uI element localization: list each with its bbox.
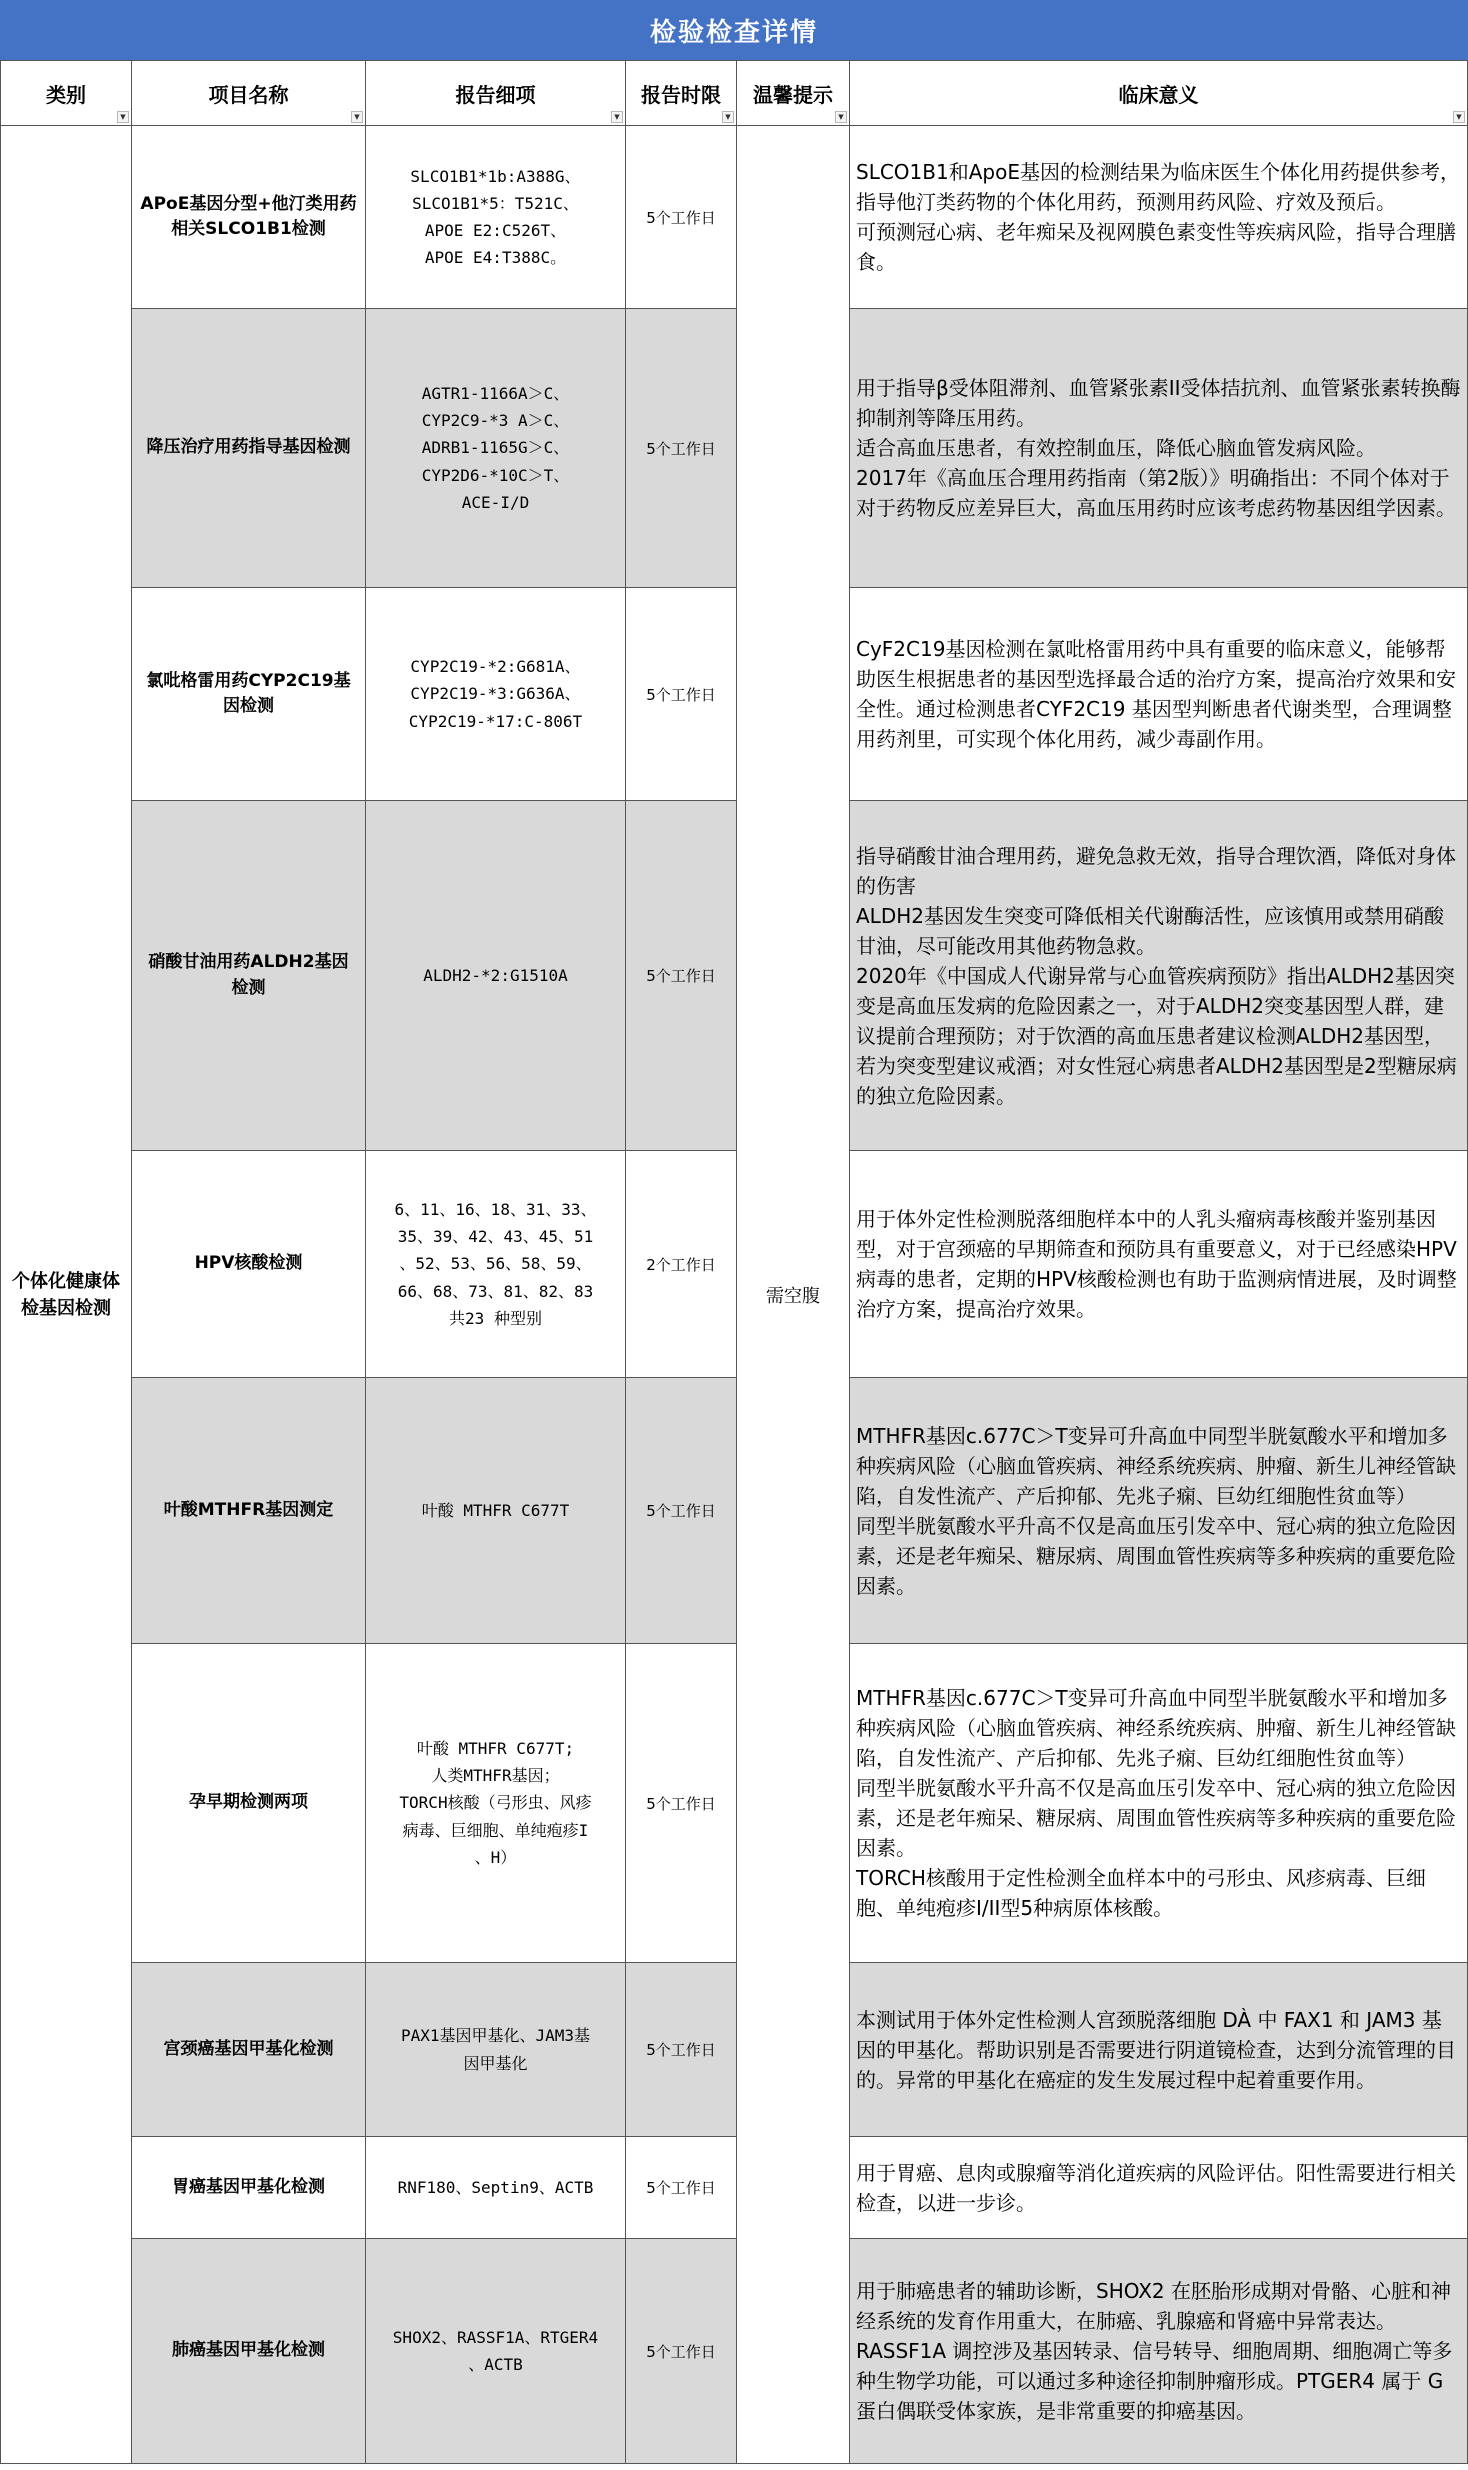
- item-name-cell: HPV核酸检测: [132, 1151, 366, 1378]
- detail-line: APOE E4:T388C。: [424, 248, 567, 268]
- detail-line: 人类MTHFR基因；: [431, 1766, 560, 1786]
- meaning-paragraph: MTHFR基因c.677C＞T变异可升高血中同型半胱氨酸水平和增加多种疾病风险（心脑血管疾病、神经系统疾病、肿瘤、新生儿神经管缺陷，自发性流产、产后抑郁、先兆子痫、巨幼红细胞性贫血等）: [856, 1686, 1456, 1770]
- meaning-paragraph: 用于体外定性检测脱落细胞样本中的人乳头瘤病毒核酸并鉴别基因型，对于宫颈癌的早期筛查和预防具有重要意义，对于已经感染HPV病毒的患者，定期的HPV核酸检测也有助于监测病情进展，及时调整治疗方案，提高治疗效果。: [856, 1207, 1457, 1321]
- meaning-paragraph: 2020年《中国成人代谢异常与心血管疾病预防》指出ALDH2基因突变是高血压发病的危险因素之一，对于ALDH2突变基因型人群，建议提前合理预防；对于饮酒的高血压患者建议检测ALDH2基因型，若为突变型建议戒酒；对女性冠心病患者ALDH2基因型是2型糖尿病的独立危险因素。: [856, 963, 1457, 1108]
- meaning-paragraph: 用于指导β受体阻滞剂、血管紧张素II受体拮抗剂、血管紧张素转换酶抑制剂等降压用药。: [856, 376, 1461, 430]
- meaning-cell: [850, 1644, 1468, 1963]
- meaning-paragraph: ALDH2基因发生突变可降低相关代谢酶活性，应该慎用或禁用硝酸甘油，尽可能改用其他药物急救。: [856, 903, 1444, 958]
- meaning-cell: [850, 801, 1468, 1151]
- table-row: [1, 801, 1468, 1151]
- header-row: [1, 61, 1468, 126]
- detail-cell: [366, 1151, 626, 1378]
- meaning-paragraph: 同型半胱氨酸水平升高不仅是高血压引发卒中、冠心病的独立危险因素，还是老年痴呆、糖尿病、周围血管性疾病等多种疾病的重要危险因素。: [856, 1776, 1456, 1860]
- col-header-item-name-label: 项目名称: [208, 82, 289, 107]
- filter-dropdown-icon[interactable]: ▼: [835, 111, 847, 123]
- detail-line: AGTR1-1166A＞C、: [421, 384, 570, 404]
- meaning-cell: [850, 1378, 1468, 1644]
- detail-line: 叶酸 MTHFR C677T;: [416, 1739, 575, 1759]
- time-cell: 5个工作日: [626, 1644, 737, 1963]
- col-header-meaning-label: 临床意义: [1118, 82, 1199, 107]
- detail-cell: [366, 1644, 626, 1963]
- exam-table: [0, 60, 1468, 2464]
- detail-line: 叶酸 MTHFR C677T: [421, 1500, 570, 1520]
- detail-line: ACE-I/D: [461, 492, 530, 512]
- col-header-category[interactable]: [1, 61, 132, 126]
- tip-cell: 需空腹: [737, 126, 850, 2464]
- table-row: [1, 2239, 1468, 2464]
- detail-cell: [366, 309, 626, 588]
- meaning-cell: [850, 588, 1468, 801]
- meaning-cell: [850, 309, 1468, 588]
- detail-line: PAX1基因甲基化、JAM3基: [400, 2026, 591, 2046]
- filter-dropdown-icon[interactable]: ▼: [1453, 111, 1465, 123]
- col-header-meaning[interactable]: [850, 61, 1468, 126]
- table-row: [1, 588, 1468, 801]
- category-cell: 个体化健康体检基因检测: [1, 126, 132, 2464]
- meaning-paragraph: 用于胃癌、息肉或腺瘤等消化道疾病的风险评估。阳性需要进行相关检查，以进一步诊。: [856, 2160, 1456, 2215]
- detail-cell: [366, 1963, 626, 2137]
- detail-line: 共23 种型别: [449, 1308, 542, 1328]
- detail-line: RNF180、Septin9、ACTB: [397, 2177, 594, 2197]
- detail-line: CYP2C19-*17:C-806T: [408, 711, 583, 731]
- detail-line: CYP2D6-*10C＞T、: [421, 465, 570, 485]
- item-name-cell: 氯吡格雷用药CYP2C19基因检测: [132, 588, 366, 801]
- filter-dropdown-icon[interactable]: ▼: [611, 111, 623, 123]
- detail-cell: [366, 2137, 626, 2239]
- time-cell: 5个工作日: [626, 588, 737, 801]
- detail-line: 、ACTB: [468, 2355, 523, 2374]
- meaning-cell: [850, 2239, 1468, 2464]
- detail-line: 、52、53、56、58、59、: [399, 1254, 592, 1274]
- item-name-cell: APoE基因分型+他汀类用药相关SLCO1B1检测: [132, 126, 366, 309]
- meaning-paragraph: 同型半胱氨酸水平升高不仅是高血压引发卒中、冠心病的独立危险因素，还是老年痴呆、糖尿病、周围血管性疾病等多种疾病的重要危险因素。: [856, 1513, 1456, 1598]
- meaning-paragraph: 适合高血压患者，有效控制血压，降低心脑血管发病风险。: [856, 436, 1376, 460]
- table-row: [1, 309, 1468, 588]
- detail-line: ADRB1-1165G＞C、: [421, 438, 570, 458]
- item-name-cell: 肺癌基因甲基化检测: [132, 2239, 366, 2464]
- detail-line: CYP2C19-*3:G636A、: [410, 684, 581, 704]
- item-name-cell: 硝酸甘油用药ALDH2基因检测: [132, 801, 366, 1151]
- time-cell: 5个工作日: [626, 1963, 737, 2137]
- detail-line: SLCO1B1*1b:A388G、: [410, 166, 581, 186]
- detail-line: CYP2C9-*3 A＞C、: [421, 411, 570, 431]
- time-cell: 5个工作日: [626, 801, 737, 1151]
- detail-cell: [366, 2239, 626, 2464]
- meaning-cell: [850, 1963, 1468, 2137]
- col-header-detail[interactable]: [366, 61, 626, 126]
- detail-line: ALDH2-*2:G1510A: [423, 965, 568, 985]
- col-header-tip[interactable]: [737, 61, 850, 126]
- meaning-paragraph: 本测试用于体外定性检测人宫颈脱落细胞 DÀ 中 FAX1 和 JAM3 基因的甲基化。帮助识别是否需要进行阴道镜检查，达到分流管理的目的。异常的甲基化在癌症的发生发展过程中起着重要作用。: [856, 2007, 1456, 2092]
- item-name-cell: 孕早期检测两项: [132, 1644, 366, 1963]
- table-row: [1, 1378, 1468, 1644]
- detail-line: 、H）: [474, 1847, 517, 1867]
- table-row: [1, 1963, 1468, 2137]
- item-name-cell: 降压治疗用药指导基因检测: [132, 309, 366, 588]
- detail-line: TORCH核酸（弓形虫、风疹: [399, 1793, 592, 1813]
- page-title: 检验检查详情: [0, 0, 1468, 60]
- time-cell: 5个工作日: [626, 2239, 737, 2464]
- detail-cell: [366, 1378, 626, 1644]
- detail-line: SLCO1B1*5：T521C、: [412, 193, 579, 213]
- detail-cell: [366, 801, 626, 1151]
- time-cell: 5个工作日: [626, 309, 737, 588]
- time-cell: 5个工作日: [626, 126, 737, 309]
- table-row: [1, 126, 1468, 309]
- detail-cell: [366, 588, 626, 801]
- col-header-item-name[interactable]: [132, 61, 366, 126]
- item-name-cell: 宫颈癌基因甲基化检测: [132, 1963, 366, 2137]
- col-header-tip-label: 温馨提示: [753, 82, 833, 107]
- meaning-paragraph: 2017年《高血压合理用药指南（第2版）》明确指出：不同个体对于对于药物反应差异巨大，高血压用药时应该考虑药物基因组学因素。: [856, 466, 1456, 520]
- detail-line: CYP2C19-*2:G681A、: [410, 657, 581, 677]
- table-row: [1, 1644, 1468, 1963]
- detail-line: SHOX2、RASSF1A、RTGER4: [392, 2327, 599, 2347]
- col-header-detail-label: 报告细项: [455, 82, 536, 107]
- filter-dropdown-icon[interactable]: ▼: [351, 111, 363, 123]
- time-cell: 5个工作日: [626, 2137, 737, 2239]
- meaning-paragraph: 指导硝酸甘油合理用药，避免急救无效，指导合理饮酒，降低对身体的伤害: [856, 843, 1456, 898]
- detail-line: APOE E2:C526T、: [424, 221, 567, 240]
- meaning-cell: [850, 2137, 1468, 2239]
- detail-line: 病毒、巨细胞、单纯疱疹I: [402, 1820, 589, 1840]
- filter-dropdown-icon[interactable]: ▼: [117, 111, 129, 123]
- detail-line: 35、39、42、43、45、51: [397, 1227, 594, 1247]
- meaning-paragraph: SLCO1B1和ApoE基因的检测结果为临床医生个体化用药提供参考，指导他汀类药物的个体化用药，预测用药风险、疗效及预后。: [856, 160, 1460, 214]
- meaning-paragraph: 可预测冠心病、老年痴呆及视网膜色素变性等疾病风险，指导合理膳食。: [856, 220, 1456, 274]
- col-header-time-label: 报告时限: [641, 82, 721, 107]
- detail-cell: [366, 126, 626, 309]
- meaning-cell: [850, 126, 1468, 309]
- table-row: [1, 2137, 1468, 2239]
- detail-line: 因甲基化: [463, 2053, 528, 2073]
- table-row: [1, 1151, 1468, 1378]
- meaning-paragraph: 用于肺癌患者的辅助诊断，SHOX2 在胚胎形成期对骨骼、心脏和神经系统的发育作用重大，在肺癌、乳腺癌和肾癌中异常表达。RASSF1A 调控涉及基因转录、信号转导、细胞周期、细胞凋亡等多种生物学功能，可以通过多种途径抑制肿瘤形成。PTGER4 属于 G 蛋白偶联受体家族，是非常重要的抑癌基因。: [856, 2279, 1453, 2423]
- detail-line: 66、68、73、81、82、83: [397, 1281, 594, 1301]
- col-header-time[interactable]: [626, 61, 737, 126]
- meaning-paragraph: TORCH核酸用于定性检测全血样本中的弓形虫、风疹病毒、巨细胞、单纯疱疹I/II型5种病原体核酸。: [856, 1866, 1426, 1920]
- meaning-paragraph: CyF2C19基因检测在氯吡格雷用药中具有重要的临床意义，能够帮助医生根据患者的基因型选择最合适的治疗方案，提高治疗效果和安全性。通过检测患者CYF2C19 基因型判断患者代谢类型，合理调整用药剂里，可实现个体化用药，减少毒副作用。: [856, 637, 1456, 751]
- item-name-cell: 胃癌基因甲基化检测: [132, 2137, 366, 2239]
- time-cell: 2个工作日: [626, 1151, 737, 1378]
- filter-dropdown-icon[interactable]: ▼: [722, 111, 734, 123]
- detail-line: 6、11、16、18、31、33、: [394, 1200, 597, 1220]
- col-header-category-label: 类别: [46, 82, 86, 107]
- time-cell: 5个工作日: [626, 1378, 737, 1644]
- meaning-paragraph: MTHFR基因c.677C＞T变异可升高血中同型半胱氨酸水平和增加多种疾病风险（心脑血管疾病、神经系统疾病、肿瘤、新生儿神经管缺陷，自发性流产、产后抑郁、先兆子痫、巨幼红细胞性贫血等）: [856, 1423, 1456, 1508]
- item-name-cell: 叶酸MTHFR基因测定: [132, 1378, 366, 1644]
- meaning-cell: [850, 1151, 1468, 1378]
